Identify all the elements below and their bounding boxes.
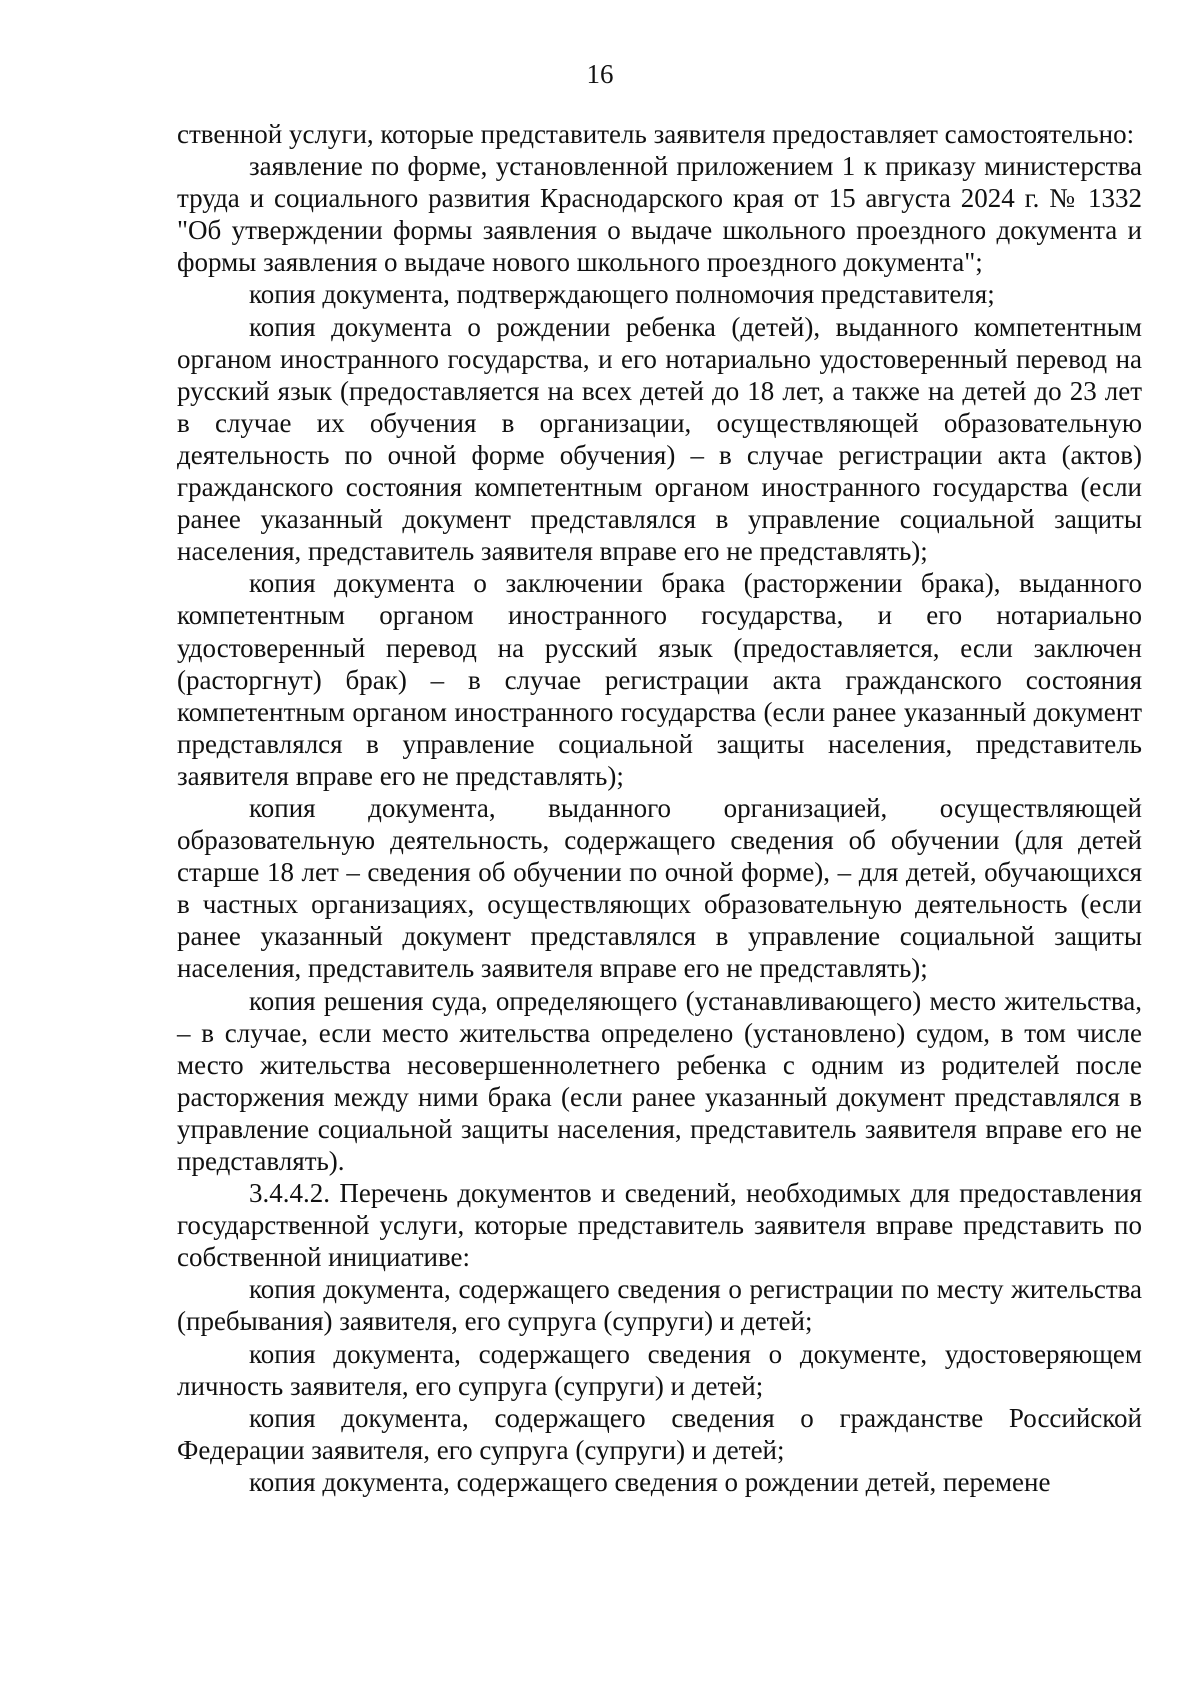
paragraph-birth-info-truncated: копия документа, содержащего сведения о рождении детей, перемене [249, 1466, 1051, 1497]
document-body [177, 118, 1142, 1498]
paragraph-representative-authority: копия документа, подтверждающего полномочия представителя; [249, 279, 995, 310]
paragraph-application-form: заявление по форме, установленной приложением 1 к приказу министерства труда и социального развития Краснодарского края от 15 августа 2024 г. № 1332 "Об утверждении формы заявления о выдаче школьного проездного документа и формы заявления о выдаче нового школьного проездного документа"; [177, 151, 1142, 278]
paragraph-continuation: ственной услуги, которые представитель заявителя предоставляет самостоятельно: [177, 119, 1135, 149]
paragraph-section-3-4-4-2: 3.4.4.2. Перечень документов и сведений, необходимых для предоставления государственной услуги, которые представитель заявителя вправе представить по собственной инициативе: [177, 1178, 1142, 1273]
paragraph-citizenship: копия документа, содержащего сведения о гражданстве Российской Федерации заявителя, его супруга (супруги) и детей; [177, 1402, 1142, 1465]
paragraph-registration-info: копия документа, содержащего сведения о регистрации по месту жительства (пребывания) заявителя, его супруга (супруги) и детей; [177, 1274, 1142, 1337]
paragraph-education-document: копия документа, выданного организацией, осуществляющей образовательную деятельность, содержащего сведения об обучении (для детей старше 18 лет – сведения об обучении по очной форме), – для детей, обучающихся в частных организациях, осуществляющих образовательную деятельность (если ранее указанный документ представлялся в управление социальной защиты населения, представитель заявителя вправе его не представлять); [177, 792, 1142, 984]
paragraph-marriage-document: копия документа о заключении брака (расторжении брака), выданного компетентным органом иностранного государства, и его нотариально удостоверенный перевод на русский язык (предоставляется, если заключен (расторгнут) брак) – в случае регистрации акта гражданского состояния компетентным органом иностранного государства (если ранее указанный документ представлялся в управление социальной защиты населения, представитель заявителя вправе его не представлять); [177, 568, 1142, 791]
paragraph-court-decision: копия решения суда, определяющего (устанавливающего) место жительства, – в случае, если место жительства определено (установлено) судом, в том числе место жительства несовершеннолетнего ребенка с одним из родителей после расторжения между ними брака (если ранее указанный документ представлялся в управление социальной защиты населения, представитель заявителя вправе его не представлять). [177, 985, 1142, 1176]
page-number: 16 [586, 59, 614, 89]
paragraph-birth-document: копия документа о рождении ребенка (детей), выданного компетентным органом иностранного государства, и его нотариально удостоверенный перевод на русский язык (предоставляется на всех детей до 18 лет, а также на детей до 23 лет в случае их обучения в организации, осуществляющей образовательную деятельность по очной форме обучения) – в случае регистрации акта (актов) гражданского состояния компетентным органом иностранного государства (если ранее указанный документ представлялся в управление социальной защиты населения, представитель заявителя вправе его не представлять); [177, 311, 1142, 567]
paragraph-identity-document: копия документа, содержащего сведения о документе, удостоверяющем личность заявителя, его супруга (супруги) и детей; [177, 1338, 1142, 1401]
